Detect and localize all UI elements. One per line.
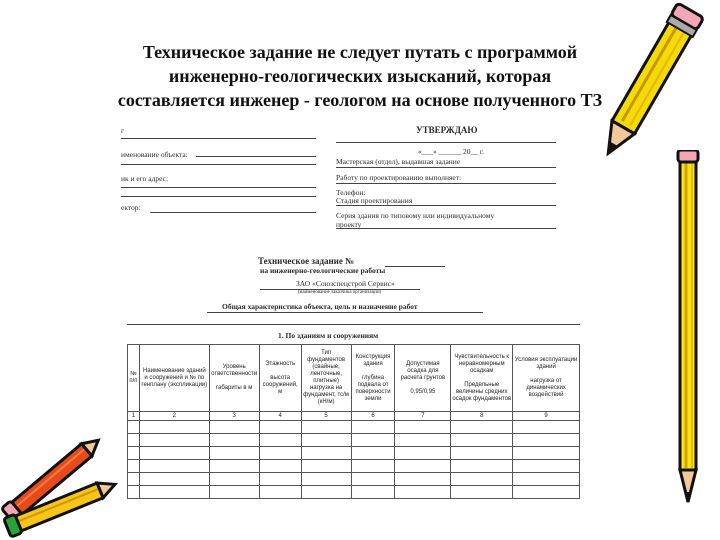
pencil-icon bbox=[668, 150, 708, 510]
doc-date: «___» ______ 20__ г. bbox=[418, 147, 484, 156]
pencil-icon bbox=[580, 0, 720, 170]
pencils-icon bbox=[0, 428, 125, 540]
field-line bbox=[121, 196, 316, 197]
buildings-table bbox=[127, 344, 580, 499]
table-header-cell: Условия эксплуатации зданий нагрузка от динамических воздействий bbox=[513, 345, 580, 412]
title-line-1: Техническое задание не следует путать с программой bbox=[142, 42, 578, 62]
title-line-2: инженерно-геологических изысканий, которая bbox=[168, 66, 552, 86]
table-row bbox=[128, 447, 580, 460]
field-line bbox=[207, 312, 483, 313]
doc-right-field: Работу по проектированию выполняет: bbox=[336, 173, 462, 182]
table-number-row bbox=[128, 412, 580, 421]
field-line bbox=[385, 266, 445, 267]
table-row bbox=[128, 460, 580, 473]
doc-right-field: Телефон: bbox=[336, 188, 366, 197]
col-number: 2 bbox=[139, 412, 209, 421]
field-line bbox=[336, 167, 556, 168]
col-number: 9 bbox=[513, 412, 580, 421]
col-number: 8 bbox=[451, 412, 513, 421]
table-row bbox=[128, 421, 580, 434]
doc-approve: УТВЕРЖДАЮ bbox=[416, 125, 478, 135]
doc-left-field: ектор: bbox=[121, 203, 141, 212]
field-line bbox=[121, 138, 316, 139]
table-header-cell: Конструкция здания глубина подвала от поверхности земли bbox=[351, 345, 395, 412]
general-heading: Общая характеристика объекта, цель и назначение работ bbox=[222, 302, 418, 311]
task-title: Техническое задание № bbox=[258, 256, 355, 266]
col-number: 5 bbox=[301, 412, 351, 421]
doc-right-field: Стадия проектирования bbox=[336, 196, 413, 205]
doc-left-field: ик и его адрес: bbox=[121, 174, 169, 183]
table-header-cell: Наименование зданий и сооружений и № по генплану (экспликации) bbox=[139, 345, 209, 412]
company-note: (наименование заказчика организации) bbox=[298, 290, 382, 295]
table-row bbox=[128, 486, 580, 499]
field-line bbox=[336, 183, 556, 184]
field-line bbox=[336, 228, 556, 229]
table-row bbox=[128, 434, 580, 447]
doc-right-field: проекту bbox=[336, 220, 362, 229]
col-number: 4 bbox=[259, 412, 301, 421]
field-line bbox=[336, 142, 556, 143]
company-name: ЗАО «Союзспецстрой Сервис» bbox=[296, 279, 395, 288]
table-header-cell: Допустимая осадка для расчета грунтов 0,95/0,95 bbox=[395, 345, 451, 412]
task-subtitle: на инженерно-геологические работы bbox=[260, 266, 386, 275]
doc-right-field: Мастерская (отдел), выдавшая задание bbox=[336, 157, 461, 166]
col-number: 6 bbox=[351, 412, 395, 421]
doc-left-field: г bbox=[121, 126, 125, 135]
table-header-cell: Уровень ответственности габариты в м bbox=[209, 345, 259, 412]
table-header-cell: № п/п bbox=[128, 345, 140, 412]
field-line bbox=[121, 164, 316, 165]
table-header-cell: Чувствительность к неравномерным осадкам Предельные величины средних осадок фундаментов bbox=[451, 345, 513, 412]
table-header-row bbox=[128, 345, 580, 412]
section-heading: 1. По зданиям и сооружениям bbox=[278, 331, 379, 340]
doc-left-field: именование объекта: bbox=[121, 150, 188, 159]
table-header-cell: Этажность высота сооружений, м bbox=[259, 345, 301, 412]
table-header-cell: Тип фундаментов (свайные, ленточные, плитные) нагрузка на фундамент, тс/м (кН/м) bbox=[301, 345, 351, 412]
field-line bbox=[336, 205, 556, 206]
table-row bbox=[128, 473, 580, 486]
field-line bbox=[150, 212, 316, 213]
field-line bbox=[121, 187, 316, 188]
col-number: 3 bbox=[209, 412, 259, 421]
col-number: 7 bbox=[395, 412, 451, 421]
doc-right-field: Серия здания по типовому или индивидуальному bbox=[336, 211, 495, 220]
title-line-3: составляется инженер - геологом на основе полученного ТЗ bbox=[117, 90, 603, 110]
field-line bbox=[127, 324, 580, 325]
col-number: 1 bbox=[128, 412, 140, 421]
field-line bbox=[196, 156, 316, 157]
